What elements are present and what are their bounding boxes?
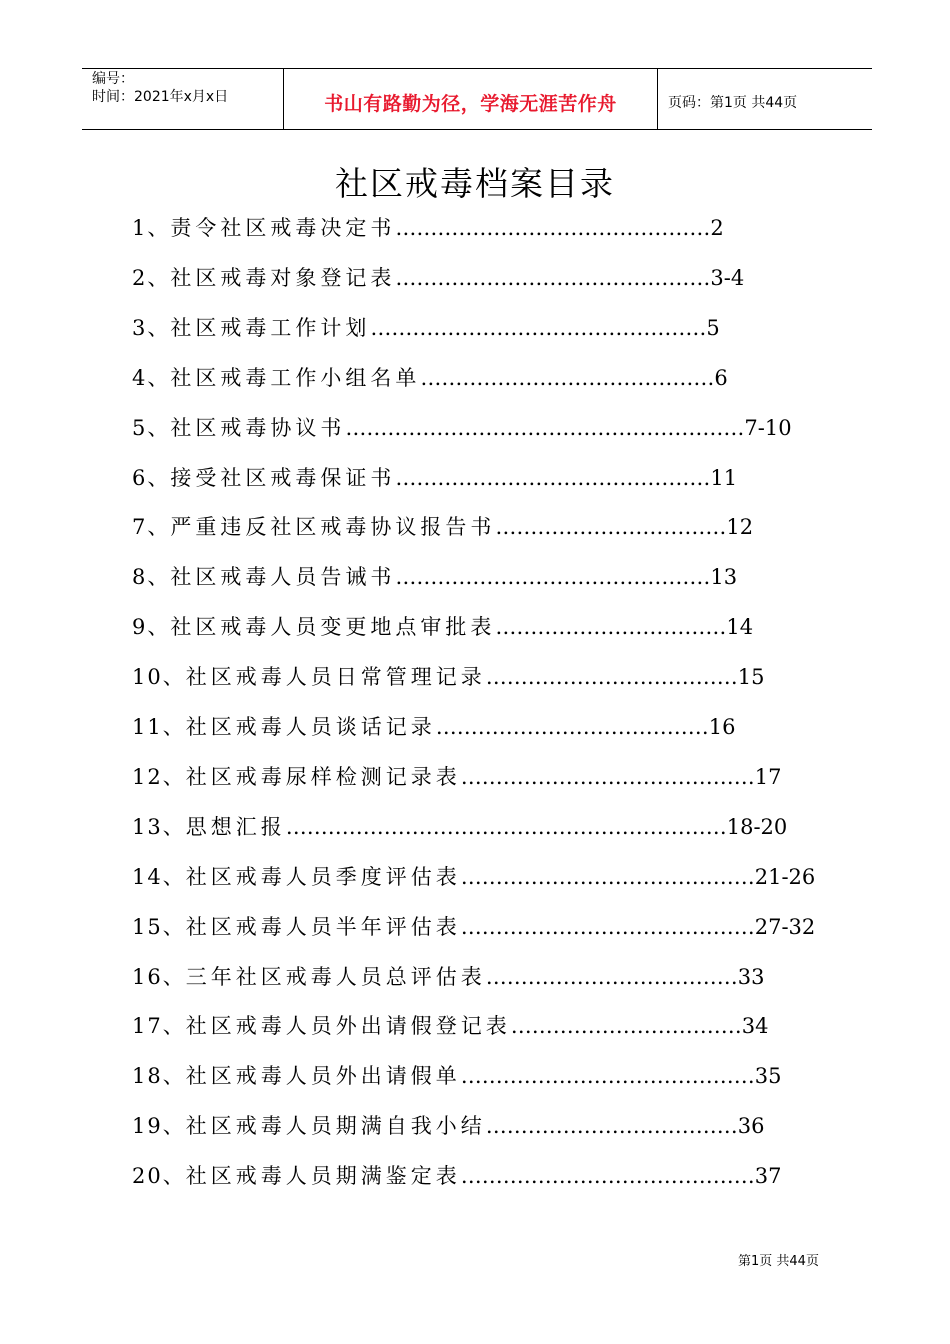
toc-number: 1、	[132, 216, 171, 240]
toc-row	[132, 911, 815, 947]
toc-page-number: 18-20	[726, 814, 788, 839]
toc-number: 3、	[132, 315, 171, 340]
toc-number: 11、	[132, 715, 186, 739]
toc-entry: 社区戒毒人员变更地点审批表	[170, 615, 496, 640]
time-label: 时间：2021年x月x日	[92, 89, 229, 105]
page-title: 社区戒毒档案目录	[335, 164, 615, 203]
toc-number: 2、	[132, 265, 171, 290]
toc-row	[132, 1010, 768, 1046]
toc-number: 16、	[132, 964, 186, 989]
toc-row	[132, 262, 744, 298]
toc-row	[132, 1060, 781, 1096]
toc-page-number: 33	[737, 964, 765, 989]
toc-page-number: 27-32	[754, 914, 816, 939]
toc-number: 20、	[132, 1164, 186, 1189]
toc-row	[132, 212, 724, 248]
toc-row	[132, 561, 737, 597]
toc-number: 5、	[132, 415, 171, 440]
toc-number: 9、	[132, 615, 171, 640]
toc-leader-dots: …………………………………………	[370, 315, 707, 340]
toc-entry: 社区戒毒人员外出请假单	[185, 1064, 461, 1089]
header-page-cell	[658, 69, 872, 129]
toc-entry: 社区戒毒协议书	[170, 415, 346, 440]
toc-number: 13、	[132, 814, 186, 839]
motto-text: 书山有路勤为径，学海无涯苦作舟	[324, 93, 617, 115]
toc-entry: 接受社区戒毒保证书	[170, 465, 396, 490]
toc-row	[132, 1160, 781, 1196]
toc-number: 19、	[132, 1114, 186, 1139]
toc-page-number: 11	[710, 465, 738, 490]
toc-entry: 社区戒毒对象登记表	[170, 265, 396, 290]
toc-entry: 社区戒毒工作小组名单	[170, 365, 421, 390]
toc-row	[132, 661, 764, 697]
toc-row	[132, 462, 737, 498]
toc-row	[132, 511, 753, 547]
toc-row	[132, 761, 781, 797]
toc-page-number: 37	[754, 1164, 782, 1189]
toc-number: 17、	[132, 1014, 186, 1039]
toc-page-number: 15	[737, 665, 765, 690]
toc-number: 12、	[132, 764, 186, 789]
toc-page-number: 17	[754, 764, 782, 789]
toc-entry: 社区戒毒人员日常管理记录	[185, 665, 486, 690]
toc-row	[132, 811, 787, 847]
toc-leader-dots: ……………………………	[495, 615, 727, 640]
toc-row	[132, 861, 815, 897]
toc-entry: 三年社区戒毒人员总评估表	[185, 964, 486, 989]
toc-number: 15、	[132, 914, 186, 939]
toc-row	[132, 412, 792, 448]
toc-leader-dots: ……………………………………	[420, 365, 715, 390]
toc-leader-dots: ……………………………	[495, 515, 727, 540]
toc-page-number: 13	[710, 565, 738, 590]
toc-entry: 责令社区戒毒决定书	[170, 216, 396, 240]
toc-leader-dots: ……………………………………	[460, 1064, 755, 1089]
toc-entry: 社区戒毒人员谈话记录	[185, 715, 436, 739]
toc-entry: 社区戒毒人员季度评估表	[185, 864, 461, 889]
toc-row	[132, 362, 728, 398]
toc-leader-dots: ……………………………	[510, 1014, 742, 1039]
toc-number: 14、	[132, 864, 186, 889]
toc-page-number: 12	[726, 515, 754, 540]
toc-row	[132, 961, 764, 997]
toc-row	[132, 711, 735, 747]
toc-leader-dots: …………………………………	[435, 715, 709, 739]
toc-leader-dots: ………………………………	[485, 964, 738, 989]
toc-leader-dots: ………………………………………	[395, 565, 711, 590]
toc-entry: 社区戒毒人员期满自我小结	[185, 1114, 486, 1139]
toc-leader-dots: …………………………………………………	[345, 415, 745, 440]
toc-number: 8、	[132, 565, 171, 590]
toc-entry: 社区戒毒尿样检测记录表	[185, 764, 461, 789]
toc-page-number: 35	[754, 1064, 782, 1089]
toc-leader-dots: ………………………………………………………	[285, 814, 727, 839]
toc-page-number: 5	[706, 315, 720, 340]
header-motto-cell	[283, 69, 658, 129]
header-page-info: 页码：第1页 共44页	[668, 95, 798, 111]
document-header	[82, 68, 872, 130]
toc-row	[132, 1110, 764, 1146]
toc-leader-dots: ……………………………………	[460, 914, 755, 939]
toc-page-number: 3-4	[710, 265, 745, 290]
toc-page-number: 16	[708, 715, 736, 739]
toc-entry: 社区戒毒人员外出请假登记表	[185, 1014, 511, 1039]
toc-number: 7、	[132, 515, 171, 540]
number-label: 编号：	[92, 71, 134, 87]
toc-row	[132, 312, 720, 348]
toc-page-number: 34	[741, 1014, 769, 1039]
toc-leader-dots: ………………………………………	[395, 465, 711, 490]
toc-number: 10、	[132, 665, 186, 690]
toc-leader-dots: ……………………………………	[460, 864, 755, 889]
toc-page-number: 7-10	[744, 415, 792, 440]
toc-page-number: 21-26	[754, 864, 816, 889]
toc-page-number: 14	[726, 615, 754, 640]
toc-row	[132, 611, 753, 647]
toc-entry: 社区戒毒人员期满鉴定表	[185, 1164, 461, 1189]
toc-leader-dots: ………………………………	[485, 665, 738, 690]
toc-page-number: 2	[710, 216, 724, 240]
toc-number: 4、	[132, 365, 171, 390]
toc-page-number: 6	[714, 365, 728, 390]
toc-page-number: 36	[737, 1114, 765, 1139]
toc-leader-dots: ……………………………………	[460, 764, 755, 789]
toc-entry: 严重违反社区戒毒协议报告书	[170, 515, 496, 540]
toc-leader-dots: ………………………………………	[395, 265, 711, 290]
toc-number: 6、	[132, 465, 171, 490]
toc-number: 18、	[132, 1064, 186, 1089]
header-meta-cell	[82, 69, 282, 129]
toc-leader-dots: ……………………………………	[460, 1164, 755, 1189]
page-footer: 第1页 共44页	[738, 1254, 819, 1269]
toc-entry: 思想汇报	[185, 814, 286, 839]
toc-entry: 社区戒毒人员告诫书	[170, 565, 396, 590]
toc-entry: 社区戒毒工作计划	[170, 315, 371, 340]
toc-leader-dots: ………………………………………	[395, 216, 711, 240]
toc-entry: 社区戒毒人员半年评估表	[185, 914, 461, 939]
toc-leader-dots: ………………………………	[485, 1114, 738, 1139]
